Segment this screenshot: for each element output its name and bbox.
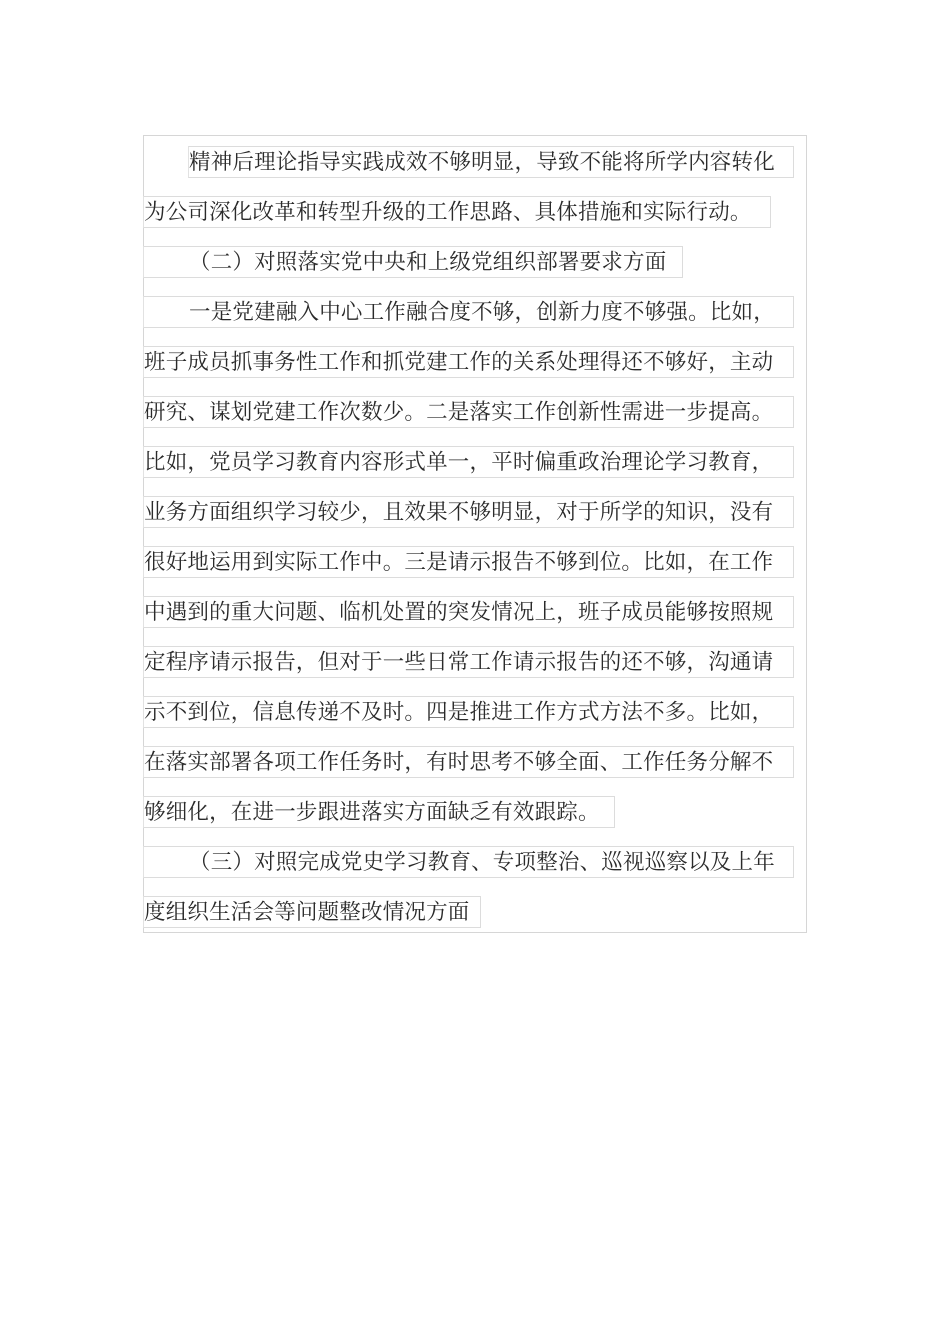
text-line: 研究、谋划党建工作次数少。二是落实工作创新性需进一步提高。 xyxy=(143,396,794,428)
text-line: 比如，党员学习教育内容形式单一，平时偏重政治理论学习教育， xyxy=(143,446,794,478)
text-line: 示不到位，信息传递不及时。四是推进工作方式方法不多。比如， xyxy=(143,696,794,728)
section-heading: （二）对照落实党中央和上级党组织部署要求方面 xyxy=(143,246,683,278)
text-line: 班子成员抓事务性工作和抓党建工作的关系处理得还不够好，主动 xyxy=(143,346,794,378)
section-heading: 度组织生活会等问题整改情况方面 xyxy=(143,896,481,928)
section-heading: （三）对照完成党史学习教育、专项整治、巡视巡察以及上年 xyxy=(143,846,794,878)
text-line: 很好地运用到实际工作中。三是请示报告不够到位。比如，在工作 xyxy=(143,546,794,578)
text-line: 为公司深化改革和转型升级的工作思路、具体措施和实际行动。 xyxy=(143,196,771,228)
text-line: 够细化，在进一步跟进落实方面缺乏有效跟踪。 xyxy=(143,796,615,828)
text-line: 中遇到的重大问题、临机处置的突发情况上，班子成员能够按照规 xyxy=(143,596,794,628)
text-line: 定程序请示报告，但对于一些日常工作请示报告的还不够，沟通请 xyxy=(143,646,794,678)
text-line: 一是党建融入中心工作融合度不够，创新力度不够强。比如， xyxy=(143,296,794,328)
text-line: 精神后理论指导实践成效不够明显，导致不能将所学内容转化 xyxy=(188,146,794,178)
text-line: 业务方面组织学习较少，且效果不够明显，对于所学的知识，没有 xyxy=(143,496,794,528)
text-line: 在落实部署各项工作任务时，有时思考不够全面、工作任务分解不 xyxy=(143,746,794,778)
